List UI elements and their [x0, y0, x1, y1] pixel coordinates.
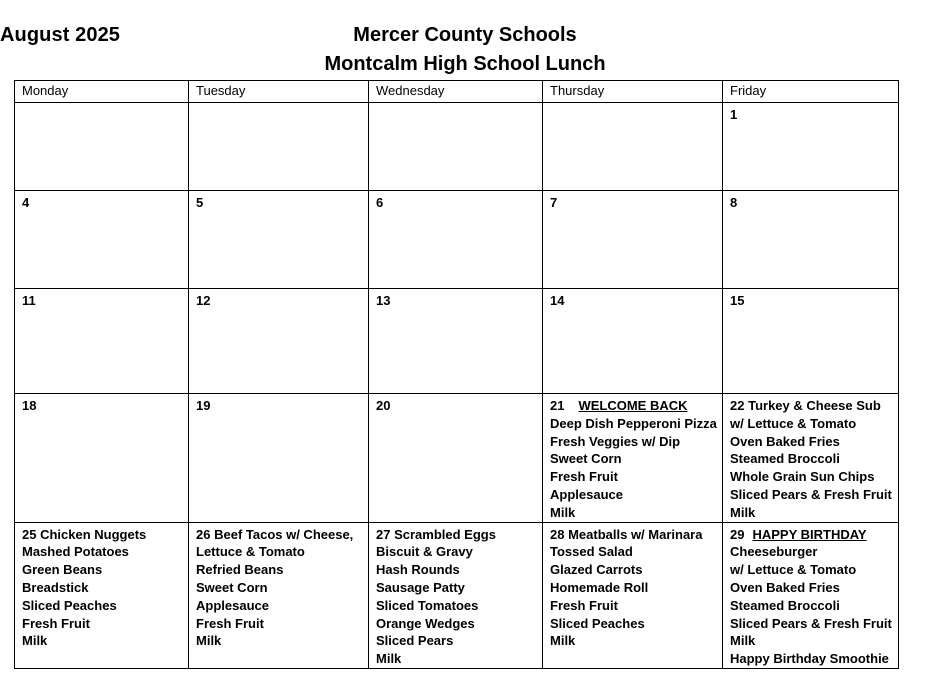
menu-item: Fresh Fruit — [196, 615, 264, 631]
day-cell — [723, 191, 899, 289]
day-banner: WELCOME BACK — [578, 398, 688, 413]
day-cell — [369, 191, 543, 289]
menu-item: Glazed Carrots — [550, 562, 643, 578]
day-cell — [189, 103, 369, 191]
day-cell — [543, 394, 723, 523]
day-number: 6 — [376, 195, 384, 210]
day-first-line — [196, 194, 362, 212]
menu-item: Whole Grain Sun Chips — [730, 469, 875, 485]
menu-item: Milk — [550, 633, 576, 649]
day-cell — [543, 289, 723, 394]
menu-item: Breadstick — [22, 579, 89, 595]
day-cell — [543, 191, 723, 289]
district-title: Mercer County Schools — [353, 24, 577, 46]
day-first-line — [550, 292, 716, 310]
day-first-line — [730, 397, 892, 415]
menu-item: w/ Lettuce & Tomato — [730, 562, 857, 578]
menu-entree: Turkey & Cheese Sub — [748, 398, 881, 413]
menu-item: Fresh Fruit — [550, 597, 618, 613]
menu-item: Steamed Broccoli — [730, 597, 840, 613]
menu-item: Milk — [550, 504, 576, 520]
day-banner: HAPPY BIRTHDAY — [752, 526, 867, 542]
menu-item: Sliced Pears & Fresh Fruit — [730, 615, 892, 631]
weekday-header-row — [15, 81, 899, 103]
menu-item: w/ Lettuce & Tomato — [730, 415, 857, 431]
day-first-line — [376, 397, 536, 415]
menu-item: Homemade Roll — [550, 579, 649, 595]
day-number: 21 — [550, 398, 565, 413]
day-first-line — [22, 526, 182, 544]
menu-entree: Chicken Nuggets — [40, 526, 147, 542]
day-first-line — [730, 292, 892, 310]
menu-item: Cheeseburger — [730, 544, 818, 560]
day-number: 28 — [550, 526, 565, 542]
menu-item: Milk — [196, 633, 222, 649]
day-cell — [15, 103, 189, 191]
day-cell — [723, 522, 899, 668]
menu-item: Steamed Broccoli — [730, 451, 840, 467]
day-cell — [369, 103, 543, 191]
menu-item: Refried Beans — [196, 562, 284, 578]
menu-item: Milk — [22, 633, 48, 649]
day-first-line — [376, 526, 536, 544]
day-cell — [369, 394, 543, 523]
week-row — [15, 191, 899, 289]
day-first-line — [550, 526, 716, 544]
day-number: 12 — [196, 293, 211, 308]
day-cell — [369, 289, 543, 394]
day-number: 15 — [730, 293, 745, 308]
month-label: August 2025 — [0, 24, 121, 46]
day-number: 26 — [196, 526, 211, 542]
weekday-wednesday: Wednesday — [369, 81, 543, 103]
day-cell — [369, 522, 543, 668]
menu-item: Oven Baked Fries — [730, 433, 840, 449]
menu-item: Fresh Fruit — [22, 615, 90, 631]
day-number: 19 — [196, 398, 211, 413]
menu-item: Sausage Patty — [376, 579, 465, 595]
day-cell — [15, 289, 189, 394]
day-cell — [543, 522, 723, 668]
day-cell — [189, 289, 369, 394]
weekday-tuesday: Tuesday — [189, 81, 369, 103]
menu-entree: Meatballs w/ Marinara — [568, 526, 703, 542]
day-number: 1 — [730, 107, 738, 122]
menu-item: Sweet Corn — [550, 451, 622, 467]
day-first-line — [22, 194, 182, 212]
menu-item: Lettuce & Tomato — [196, 544, 305, 560]
menu-item: Sliced Pears & Fresh Fruit — [730, 486, 892, 502]
day-number: 7 — [550, 195, 558, 210]
menu-item: Orange Wedges — [376, 615, 475, 631]
day-number: 18 — [22, 398, 37, 413]
menu-item: Deep Dish Pepperoni Pizza — [550, 415, 717, 431]
menu-item: Happy Birthday Smoothie — [730, 651, 889, 667]
day-number: 11 — [22, 293, 36, 308]
weekday-friday: Friday — [723, 81, 899, 103]
day-number: 22 — [730, 398, 745, 413]
menu-item: Milk — [376, 651, 402, 667]
day-number: 27 — [376, 526, 391, 542]
menu-item: Sliced Peaches — [22, 597, 117, 613]
menu-item: Hash Rounds — [376, 562, 460, 578]
day-cell — [543, 103, 723, 191]
week-row — [15, 394, 899, 523]
menu-item: Biscuit & Gravy — [376, 544, 473, 560]
day-first-line — [196, 526, 362, 544]
week-row — [15, 289, 899, 394]
day-number: 8 — [730, 195, 738, 210]
day-first-line — [550, 194, 716, 212]
menu-item: Green Beans — [22, 562, 103, 578]
day-cell — [15, 191, 189, 289]
menu-entree: Beef Tacos w/ Cheese, — [214, 526, 354, 542]
week-row — [15, 103, 899, 191]
day-number: 13 — [376, 293, 391, 308]
day-first-line — [730, 106, 892, 124]
menu-item: Tossed Salad — [550, 544, 633, 560]
day-cell — [15, 394, 189, 523]
day-first-line — [550, 397, 716, 415]
day-first-line — [376, 292, 536, 310]
day-first-line — [730, 526, 892, 544]
menu-item: Mashed Potatoes — [22, 544, 129, 560]
day-cell — [189, 394, 369, 523]
menu-item: Fresh Fruit — [550, 469, 618, 485]
day-first-line — [196, 397, 362, 415]
day-number: 29 — [730, 526, 745, 542]
day-number: 20 — [376, 398, 391, 413]
menu-item: Sliced Tomatoes — [376, 597, 479, 613]
day-first-line — [22, 292, 182, 310]
menu-entree: Scrambled Eggs — [394, 526, 496, 542]
menu-item: Fresh Veggies w/ Dip — [550, 433, 681, 449]
menu-item: Sliced Peaches — [550, 615, 645, 631]
day-first-line — [196, 292, 362, 310]
week-row — [15, 522, 899, 668]
day-cell — [189, 522, 369, 668]
day-cell — [723, 103, 899, 191]
menu-item: Applesauce — [196, 597, 269, 613]
menu-item: Sweet Corn — [196, 579, 268, 595]
day-first-line — [376, 194, 536, 212]
menu-item: Milk — [730, 504, 756, 520]
weekday-thursday: Thursday — [543, 81, 723, 103]
day-cell — [723, 289, 899, 394]
school-menu-title: Montcalm High School Lunch — [324, 53, 606, 75]
day-first-line — [22, 397, 182, 415]
day-first-line — [730, 194, 892, 212]
menu-item: Oven Baked Fries — [730, 579, 840, 595]
day-number: 5 — [196, 195, 204, 210]
menu-item: Sliced Pears — [376, 633, 454, 649]
day-number: 14 — [550, 293, 565, 308]
menu-item: Applesauce — [550, 486, 623, 502]
day-cell — [723, 394, 899, 523]
day-cell — [189, 191, 369, 289]
day-number: 4 — [22, 195, 30, 210]
day-number: 25 — [22, 526, 37, 542]
weekday-monday: Monday — [15, 81, 189, 103]
lunch-calendar — [14, 80, 899, 669]
menu-item: Milk — [730, 633, 756, 649]
day-cell — [15, 522, 189, 668]
